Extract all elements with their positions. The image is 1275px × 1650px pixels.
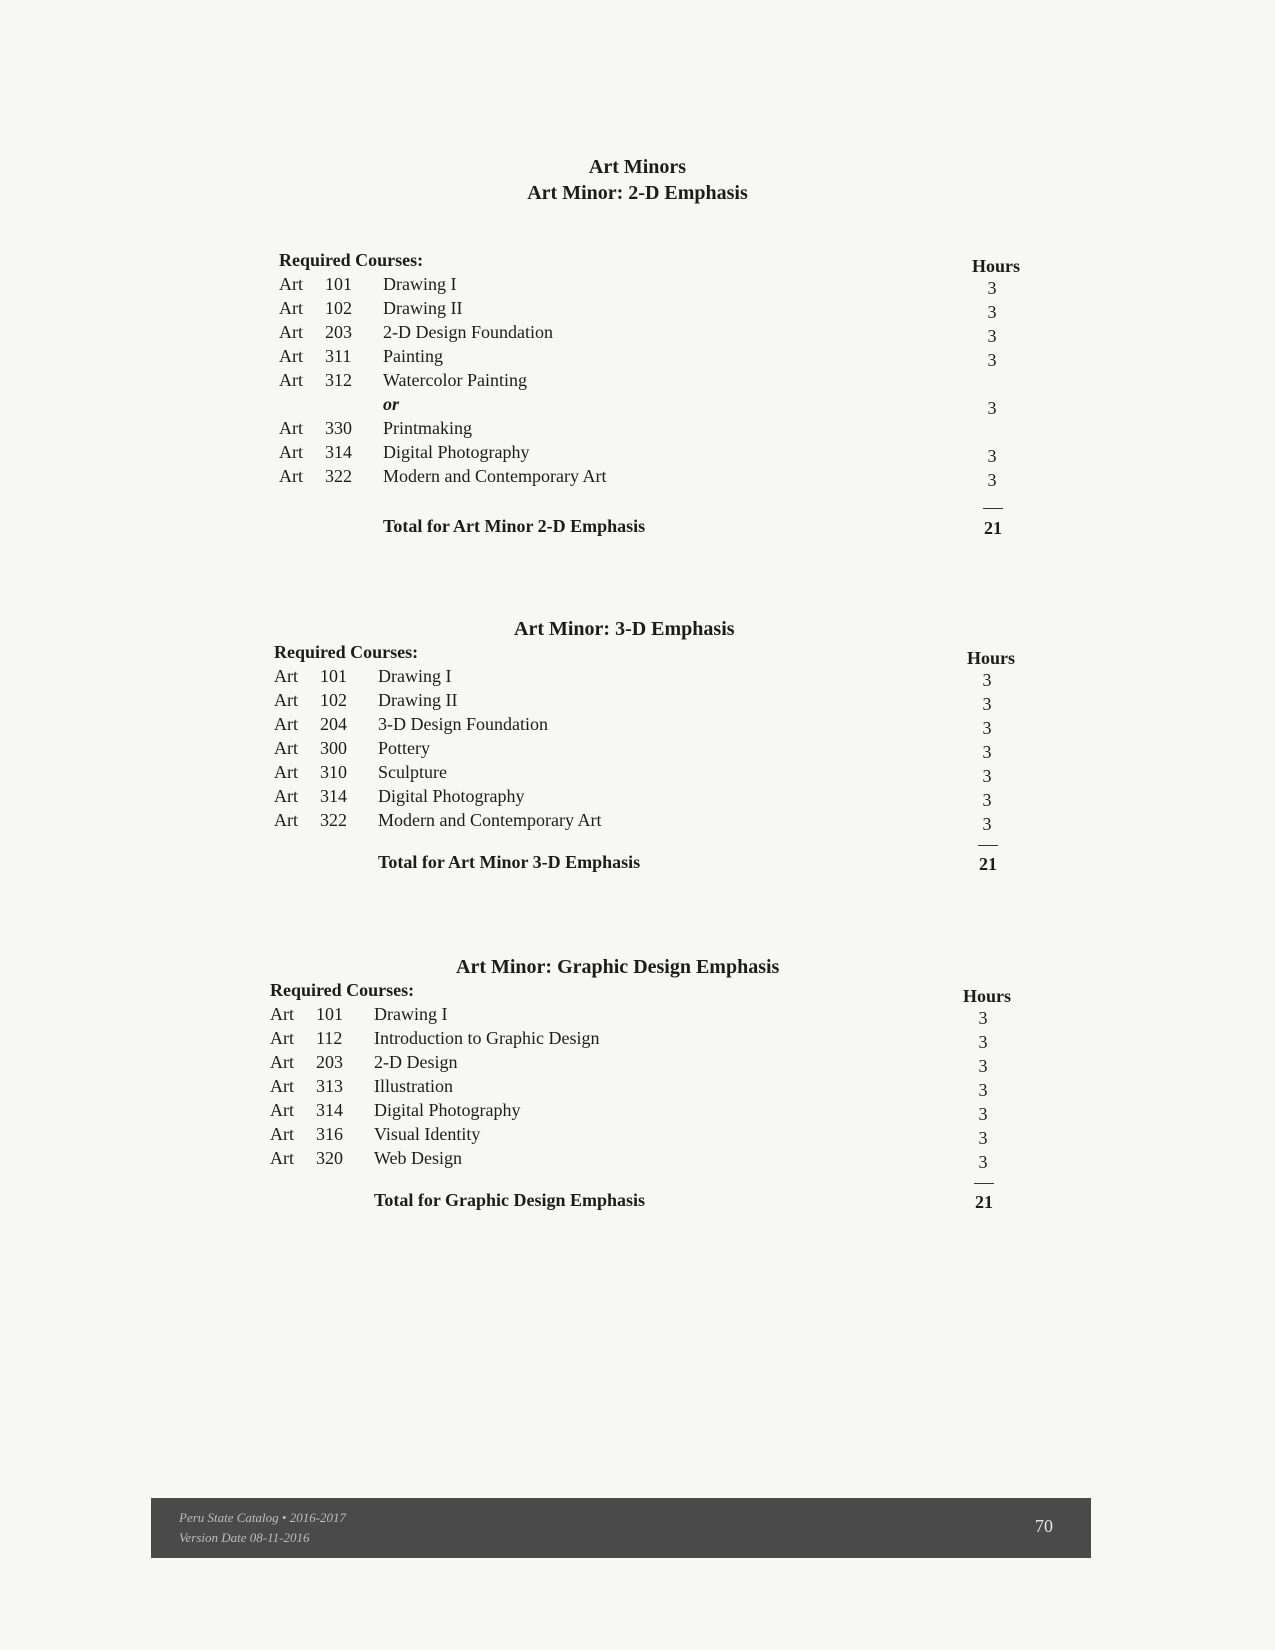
hours-header: Hours (972, 256, 1021, 276)
course-dept: Art (270, 1148, 294, 1168)
course-hours: 3 (982, 742, 992, 762)
course-dept: Art (279, 346, 303, 366)
course-hours: 3 (982, 670, 992, 690)
course-hours: 3 (987, 278, 997, 298)
course-row (274, 666, 1014, 690)
course-title: 2-D Design (374, 1052, 458, 1072)
course-number: 203 (316, 1052, 343, 1072)
page-number: 70 (1035, 1516, 1053, 1536)
course-dept: Art (270, 1124, 294, 1144)
course-number: 322 (325, 466, 352, 486)
total-rule (983, 508, 1003, 509)
course-dept: Art (279, 322, 303, 342)
course-title: Introduction to Graphic Design (374, 1028, 600, 1048)
footer-catalog: Peru State Catalog • 2016-2017 (179, 1510, 347, 1525)
total-rule (978, 845, 998, 846)
total-label: Total for Art Minor 3-D Emphasis (378, 852, 641, 872)
course-row (274, 714, 1014, 738)
course-dept: Art (270, 1076, 294, 1096)
section-title-graphic-design: Art Minor: Graphic Design Emphasis (456, 956, 780, 978)
course-dept: Art (279, 466, 303, 486)
course-dept: Art (270, 1100, 294, 1120)
course-title: 2-D Design Foundation (383, 322, 553, 342)
section-title-3d: Art Minor: 3-D Emphasis (514, 618, 735, 640)
footer-version: Version Date 08-11-2016 (179, 1530, 310, 1545)
course-number: 112 (316, 1028, 343, 1048)
total-label: Total for Graphic Design Emphasis (374, 1190, 646, 1210)
course-row (274, 738, 1014, 762)
course-row (274, 690, 1014, 714)
course-hours: 3 (982, 814, 992, 834)
course-hours: 3 (978, 1128, 988, 1148)
course-dept: Art (279, 442, 303, 462)
course-row (279, 346, 1019, 370)
total-rule (974, 1183, 994, 1184)
course-title: Web Design (374, 1148, 463, 1168)
course-dept: Art (274, 714, 298, 734)
course-row (270, 1028, 1010, 1052)
course-row (279, 274, 1019, 298)
course-hours: 3 (987, 398, 997, 418)
total-label: Total for Art Minor 2-D Emphasis (383, 516, 646, 536)
course-title: Digital Photography (383, 442, 530, 462)
course-dept: Art (274, 762, 298, 782)
course-title: or (383, 394, 400, 414)
course-row (274, 786, 1014, 810)
course-dept: Art (270, 1004, 294, 1024)
course-number: 102 (325, 298, 352, 318)
course-hours: 3 (987, 302, 997, 322)
course-number: 203 (325, 322, 352, 342)
hours-header: Hours (963, 986, 1012, 1006)
course-number: 312 (325, 370, 352, 390)
course-number: 320 (316, 1148, 343, 1168)
section-title-2d: Art Minor: 2-D Emphasis (527, 182, 748, 204)
course-dept: Art (274, 786, 298, 806)
course-row (274, 762, 1014, 786)
course-number: 102 (320, 690, 347, 710)
course-title: Illustration (374, 1076, 453, 1096)
course-hours: 3 (978, 1080, 988, 1100)
course-dept: Art (274, 690, 298, 710)
required-courses-label: Required Courses: (274, 642, 419, 662)
course-row (270, 1148, 1010, 1172)
course-number: 101 (316, 1004, 343, 1024)
course-title: 3-D Design Foundation (378, 714, 548, 734)
course-row (274, 810, 1014, 834)
course-row (270, 1124, 1010, 1148)
total-hours: 21 (975, 1192, 993, 1212)
course-title: Drawing I (378, 666, 452, 686)
course-row (279, 442, 1019, 466)
course-hours: 3 (978, 1152, 988, 1172)
course-hours: 3 (987, 326, 997, 346)
course-title: Pottery (378, 738, 430, 758)
course-number: 314 (316, 1100, 343, 1120)
course-row (270, 1052, 1010, 1076)
required-courses-label: Required Courses: (270, 980, 415, 1000)
course-row (279, 322, 1019, 346)
course-number: 311 (325, 346, 352, 366)
course-dept: Art (279, 370, 303, 390)
course-title: Drawing I (374, 1004, 448, 1024)
course-number: 316 (316, 1124, 343, 1144)
course-title: Digital Photography (378, 786, 525, 806)
course-title: Drawing II (378, 690, 458, 710)
course-hours: 3 (982, 718, 992, 738)
course-row (279, 394, 1019, 418)
course-dept: Art (274, 810, 298, 830)
course-hours: 3 (978, 1032, 988, 1052)
required-courses-label: Required Courses: (279, 250, 424, 270)
course-title: Digital Photography (374, 1100, 521, 1120)
course-title: Drawing II (383, 298, 463, 318)
course-dept: Art (279, 418, 303, 438)
course-number: 314 (320, 786, 347, 806)
course-title: Modern and Contemporary Art (378, 810, 602, 830)
course-dept: Art (270, 1052, 294, 1072)
course-row (279, 466, 1019, 490)
course-hours: 3 (987, 470, 997, 490)
page-heading: Art Minors (588, 156, 687, 178)
course-title: Drawing I (383, 274, 457, 294)
course-row (279, 298, 1019, 322)
course-title: Painting (383, 346, 444, 366)
course-title: Sculpture (378, 762, 447, 782)
course-number: 300 (320, 738, 347, 758)
course-dept: Art (274, 738, 298, 758)
course-hours: 3 (982, 766, 992, 786)
course-dept: Art (274, 666, 298, 686)
course-number: 310 (320, 762, 347, 782)
course-hours: 3 (987, 446, 997, 466)
course-row (270, 1100, 1010, 1124)
course-hours: 3 (978, 1056, 988, 1076)
course-hours: 3 (978, 1104, 988, 1124)
course-hours: 3 (987, 350, 997, 370)
course-number: 204 (320, 714, 347, 734)
course-title: Modern and Contemporary Art (383, 466, 607, 486)
course-row (279, 418, 1019, 442)
course-row (270, 1076, 1010, 1100)
total-hours: 21 (984, 518, 1002, 538)
page-footer (151, 1498, 1091, 1558)
course-dept: Art (270, 1028, 294, 1048)
course-number: 314 (325, 442, 352, 462)
hours-header: Hours (967, 648, 1016, 668)
course-number: 313 (316, 1076, 343, 1096)
course-number: 330 (325, 418, 352, 438)
course-number: 101 (320, 666, 347, 686)
course-title: Printmaking (383, 418, 472, 438)
total-hours: 21 (979, 854, 997, 874)
course-number: 101 (325, 274, 352, 294)
course-number: 322 (320, 810, 347, 830)
course-hours: 3 (978, 1008, 988, 1028)
course-hours: 3 (982, 790, 992, 810)
course-row (279, 370, 1019, 394)
course-row (270, 1004, 1010, 1028)
course-title: Watercolor Painting (383, 370, 528, 390)
course-dept: Art (279, 274, 303, 294)
course-title: Visual Identity (374, 1124, 481, 1144)
course-hours: 3 (982, 694, 992, 714)
course-dept: Art (279, 298, 303, 318)
